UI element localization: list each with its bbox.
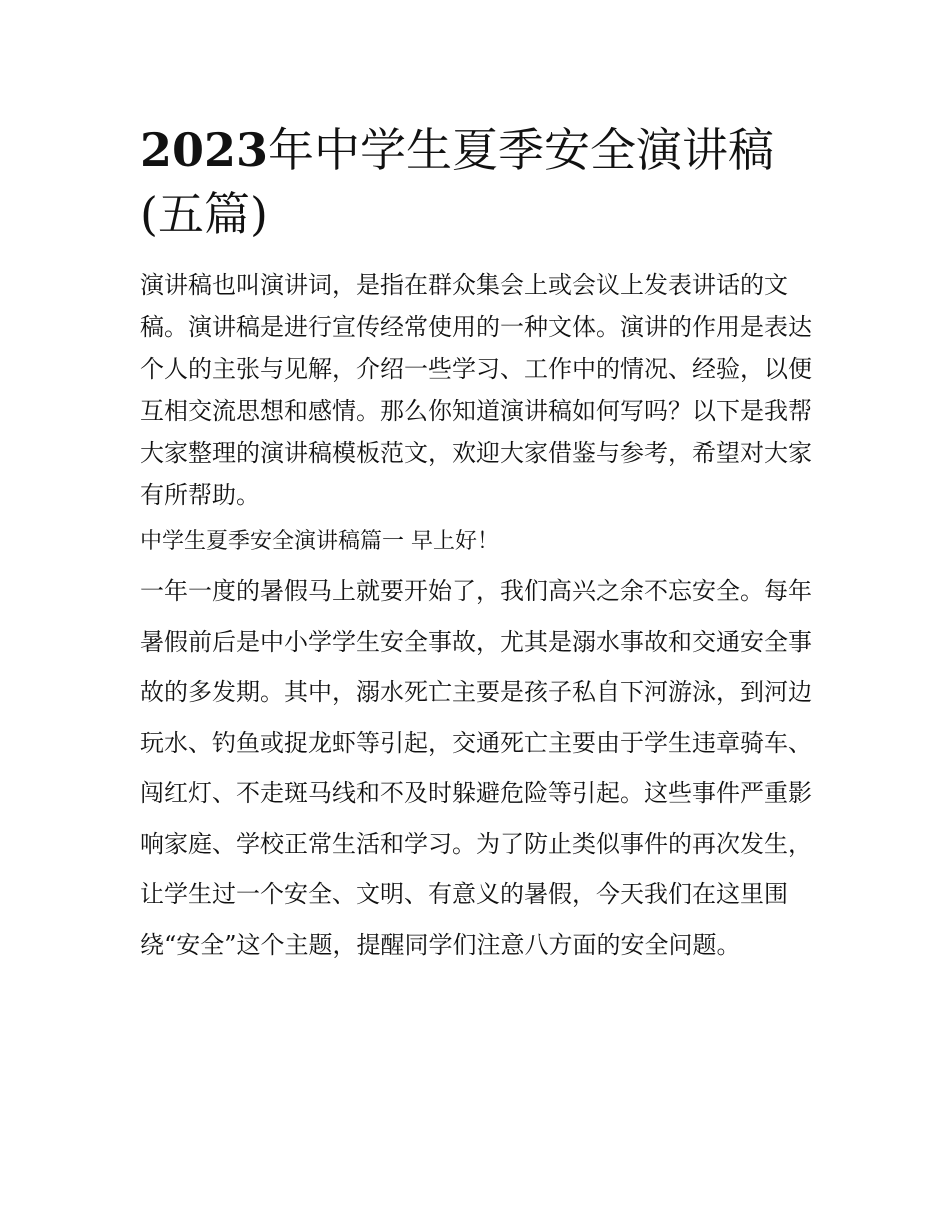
intro-paragraph: 演讲稿也叫演讲词，是指在群众集会上或会议上发表讲话的文稿。演讲稿是进行宣传经常使用的一种文体。演讲的作用是表达个人的主张与见解，介绍一些学习、工作中的情况、经验，以便互相交流思想和感情。那么你知道演讲稿如何写吗？以下是我帮大家整理的演讲稿模板范文，欢迎大家借鉴与参考，希望对大家有所帮助。 bbox=[140, 271, 812, 509]
body-paragraph: 一年一度的暑假马上就要开始了，我们高兴之余不忘安全。每年暑假前后是中小学学生安全事故，尤其是溺水事故和交通安全事故的多发期。其中，溺水死亡主要是孩子私自下河游泳，到河边玩水、钓鱼或捉龙虾等引起，交通死亡主要由于学生违章骑车、闯红灯、不走斑马线和不及时躲避危险等引起。这些事件严重影响家庭、学校正常生活和学习。为了防止类似事件的再次发生，让学生过一个安全、文明、有意义的暑假，今天我们在这里围绕“安全”这个主题，提醒同学们注意八方面的安全问题。 bbox=[140, 577, 812, 959]
title-text: 年中学生夏季安全演讲稿(五篇) bbox=[140, 123, 775, 241]
document-title bbox=[140, 118, 812, 246]
section-heading: 中学生夏季安全演讲稿篇一 早上好！ bbox=[140, 529, 499, 554]
title-year: 2023 bbox=[140, 123, 269, 177]
document-page bbox=[140, 118, 812, 970]
